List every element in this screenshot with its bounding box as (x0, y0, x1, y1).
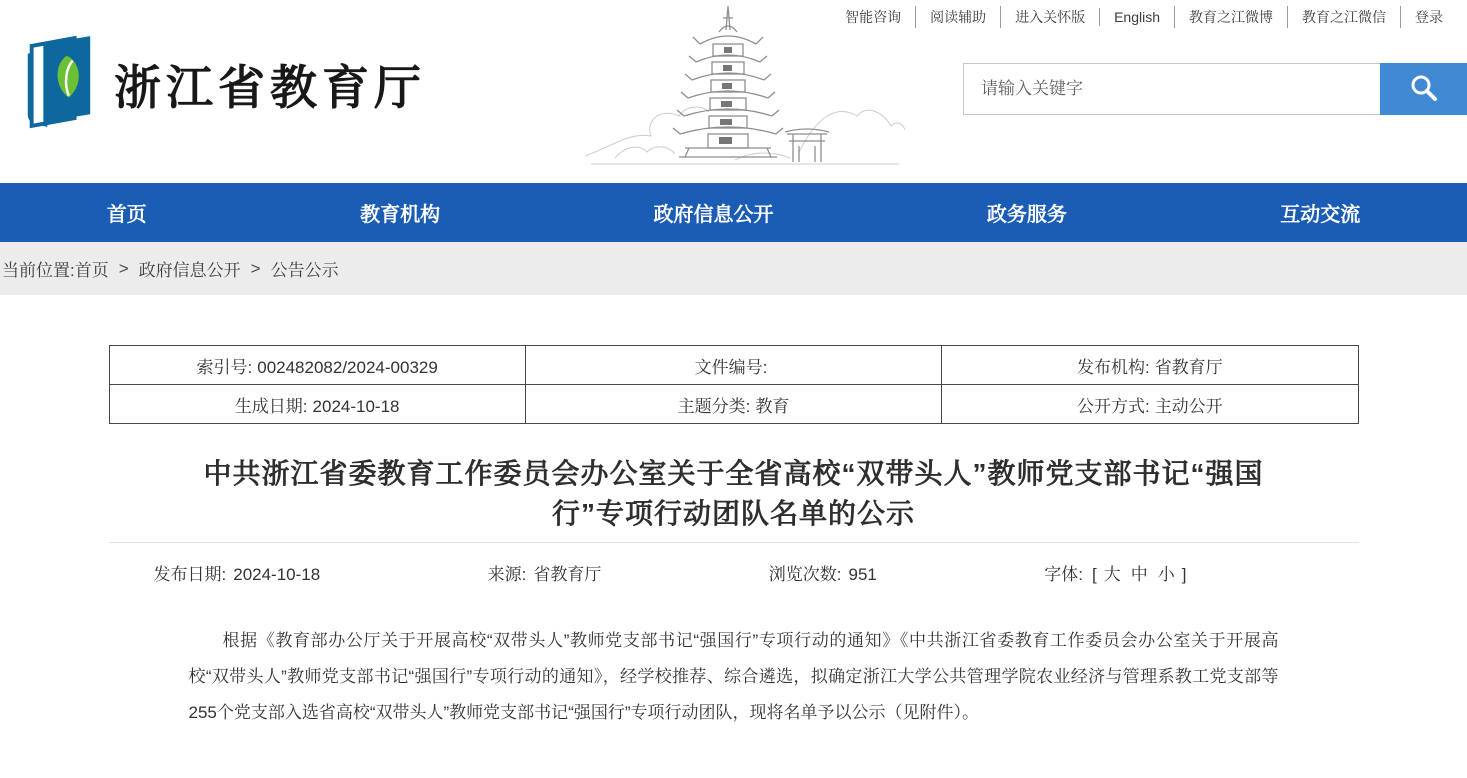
nav-item-interaction[interactable]: 互动交流 (1280, 204, 1361, 226)
doc-issuing-agency-value: 省教育厅 (1154, 357, 1223, 377)
doc-file-number-cell (525, 346, 941, 385)
doc-creation-date-value: 2024-10-18 (312, 396, 400, 416)
font-size-bracket-close: ] (1181, 565, 1187, 584)
search-input[interactable] (963, 63, 1380, 115)
topbar-link-reading-aid[interactable]: 阅读辅助 (915, 6, 1000, 28)
topbar-link-care-version[interactable]: 进入关怀版 (1000, 6, 1099, 28)
doc-issuing-agency-cell (942, 346, 1358, 385)
breadcrumb-separator: > (118, 258, 129, 278)
nav-item-home[interactable]: 首页 (106, 204, 147, 226)
site-name: 浙江省教育厅 (114, 63, 426, 115)
view-count (769, 560, 877, 585)
publish-date-value: 2024-10-18 (233, 565, 321, 584)
doc-creation-date-cell (109, 385, 525, 424)
font-size-medium-button[interactable]: 中 (1130, 565, 1148, 584)
site-logo[interactable] (18, 34, 426, 135)
breadcrumb-item-government-info[interactable]: 政府信息公开 (138, 261, 241, 280)
font-size-bracket-open: [ (1092, 565, 1097, 584)
breadcrumb-item-announcements[interactable]: 公告公示 (270, 261, 339, 280)
font-size-small-button[interactable]: 小 (1157, 565, 1175, 584)
article-title: 中共浙江省委教育工作委员会办公室关于全省高校“双带头人”教师党支部书记“强国行”专项行动团队名单的公示 (203, 458, 1264, 529)
publish-date (154, 560, 321, 585)
article-body: 根据《教育部办公厅关于开展高校“双带头人”教师党支部书记“强国行”专项行动的通知》《中共浙江省委教育工作委员会办公室关于开展高校“双带头人”教师党支部书记“强国行”专项行动的通知》，经学校推荐、综合遴选，拟确定浙江大学公共管理学院农业经济与管理系教工党支部等255个党支部入选省高校“双带头人”教师党支部书记“强国行”专项行动团队，现将名单予以公示（见附件）。 (188, 631, 1279, 722)
source (488, 560, 602, 585)
view-count-value: 951 (848, 565, 877, 584)
doc-index-number-label: 索引号: (196, 357, 253, 377)
topbar-link-weibo[interactable]: 教育之江微博 (1174, 6, 1287, 28)
font-size-large-button[interactable]: 大 (1103, 565, 1121, 584)
doc-topic-category-value: 教育 (755, 396, 790, 416)
topbar-link-english[interactable]: English (1099, 8, 1174, 26)
font-size-control (1044, 560, 1188, 585)
article-meta (109, 543, 1359, 585)
nav-item-education-institutions[interactable]: 教育机构 (360, 204, 441, 226)
font-size-label: 字体: (1044, 565, 1083, 584)
doc-file-number-label: 文件编号: (694, 357, 768, 377)
nav-item-government-info[interactable]: 政府信息公开 (653, 204, 774, 226)
breadcrumb-separator: > (250, 258, 261, 278)
table-row (109, 385, 1358, 424)
table-row (109, 346, 1358, 385)
doc-disclosure-method-cell (942, 385, 1358, 424)
doc-index-number-value: 002482082/2024-00329 (257, 357, 438, 377)
logo-book-leaf-icon (18, 34, 98, 135)
article-content (109, 295, 1359, 731)
main-nav (0, 183, 1467, 242)
topbar (831, 6, 1457, 28)
search-button[interactable] (1380, 63, 1467, 115)
publish-date-label: 发布日期: (153, 565, 227, 584)
doc-issuing-agency-label: 发布机构: (1076, 357, 1150, 377)
breadcrumb-prefix: 当前位置: (2, 261, 75, 280)
source-label: 来源: (487, 565, 527, 584)
doc-topic-category-cell (525, 385, 941, 424)
breadcrumb (0, 242, 1467, 295)
search-icon (1409, 73, 1439, 106)
doc-creation-date-label: 生成日期: (234, 396, 308, 416)
topbar-link-smart-consult[interactable]: 智能咨询 (845, 9, 902, 25)
topbar-link-login[interactable]: 登录 (1400, 6, 1457, 28)
doc-disclosure-method-value: 主动公开 (1154, 396, 1223, 416)
doc-disclosure-method-label: 公开方式: (1076, 396, 1150, 416)
nav-item-government-services[interactable]: 政务服务 (986, 204, 1067, 226)
doc-info-table (109, 345, 1359, 424)
breadcrumb-item-home[interactable]: 首页 (74, 261, 109, 280)
site-header (0, 0, 1467, 183)
doc-index-number-cell (109, 346, 525, 385)
view-count-label: 浏览次数: (768, 565, 842, 584)
doc-topic-category-label: 主题分类: (677, 396, 751, 416)
source-value: 省教育厅 (533, 565, 602, 584)
topbar-link-wechat[interactable]: 教育之江微信 (1287, 6, 1400, 28)
search-bar (963, 63, 1467, 115)
